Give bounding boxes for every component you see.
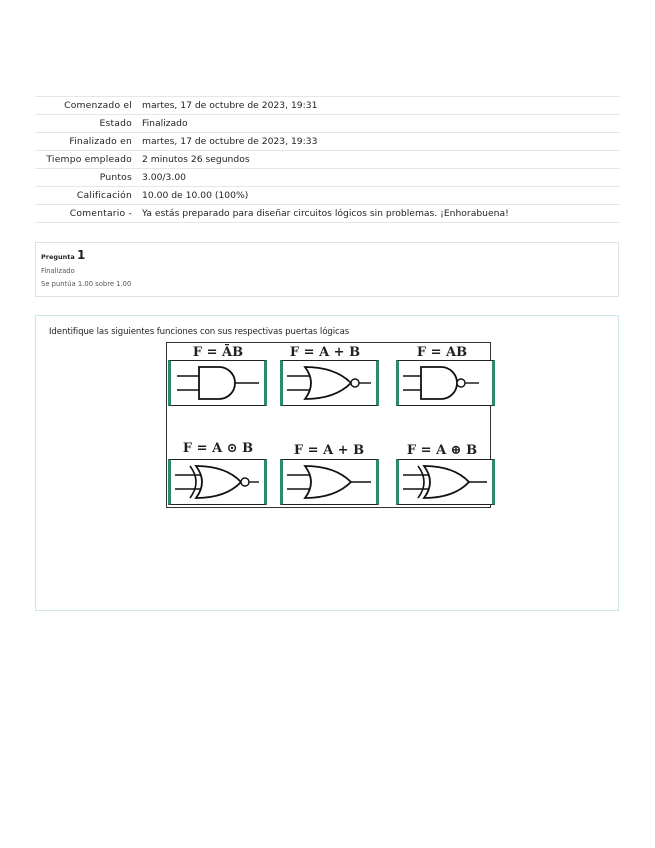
question-prefix: Pregunta xyxy=(41,253,75,261)
formula-label: F = A ⊕ B xyxy=(406,443,478,458)
formula-label: F = AB xyxy=(416,345,468,360)
question-state: Finalizado xyxy=(41,267,75,275)
summary-value: Ya estás preparado para diseñar circuitos lógicos sin problemas. ¡Enhorabuena! xyxy=(137,205,620,223)
summary-value: 10.00 de 10.00 (100%) xyxy=(137,187,620,205)
summary-label: Comenzado el xyxy=(35,97,137,115)
summary-value: martes, 17 de octubre de 2023, 19:31 xyxy=(137,97,620,115)
and-gate-icon xyxy=(168,360,267,406)
summary-label: Comentario - xyxy=(35,205,137,223)
summary-value: 2 minutos 26 segundos xyxy=(137,151,620,169)
nand-gate-icon xyxy=(396,360,495,406)
summary-row xyxy=(35,187,620,205)
summary-value: Finalizado xyxy=(137,115,620,133)
question-info-box xyxy=(35,242,619,297)
question-content-box xyxy=(35,315,619,611)
summary-label: Estado xyxy=(35,115,137,133)
question-grade: Se puntúa 1.00 sobre 1.00 xyxy=(41,280,132,288)
or-gate-icon xyxy=(280,459,379,505)
summary-row xyxy=(35,133,620,151)
summary-value: 3.00/3.00 xyxy=(137,169,620,187)
summary-row xyxy=(35,169,620,187)
question-number-value: 1 xyxy=(77,248,86,262)
formula-label: F = A + B xyxy=(293,443,365,458)
formula-label: F = ĀB xyxy=(192,345,244,360)
summary-row xyxy=(35,97,620,115)
summary-value: martes, 17 de octubre de 2023, 19:33 xyxy=(137,133,620,151)
question-number xyxy=(41,248,613,262)
formula-label: F = A ⊙ B xyxy=(182,441,254,456)
summary-row xyxy=(35,205,620,223)
attempt-summary-table xyxy=(35,96,620,223)
summary-label: Calificación xyxy=(35,187,137,205)
nor-gate-icon xyxy=(280,360,379,406)
summary-label: Puntos xyxy=(35,169,137,187)
question-text: Identifique las siguientes funciones con sus respectivas puertas lógicas xyxy=(49,327,350,337)
summary-label: Finalizado en xyxy=(35,133,137,151)
xor-gate-icon xyxy=(396,459,495,505)
formula-label: F = A + B xyxy=(289,345,361,360)
summary-row xyxy=(35,115,620,133)
logic-gates-image xyxy=(166,342,491,508)
summary-label: Tiempo empleado xyxy=(35,151,137,169)
xnor-gate-icon xyxy=(168,459,267,505)
summary-row xyxy=(35,151,620,169)
